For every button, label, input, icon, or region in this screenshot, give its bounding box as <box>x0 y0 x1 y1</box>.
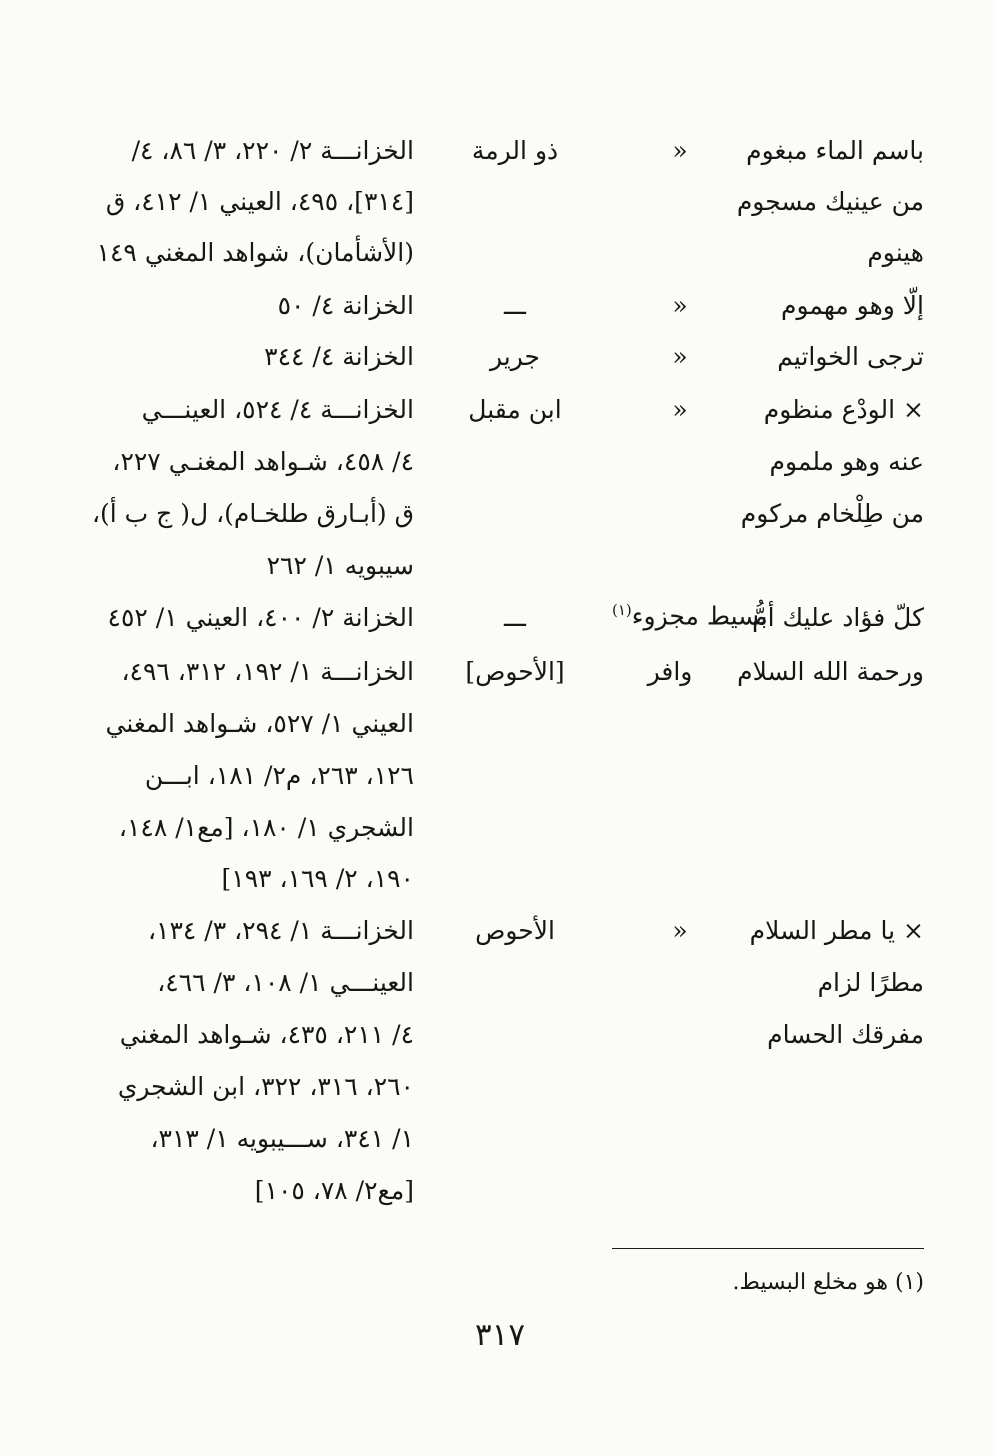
meter-mark: « <box>672 291 688 320</box>
poet-name: الأحوص <box>475 916 555 945</box>
reference-line: الشجري ١/ ١٨٠، [مع١/ ١٤٨، <box>118 813 414 842</box>
reference-line: (الأشأمان)، شواهد المغني ١٤٩ <box>96 238 414 267</box>
verse-line: ورحمة الله السلام <box>737 657 924 686</box>
reference-line: [مع٢/ ٧٨، ١٠٥] <box>254 1176 414 1205</box>
footnote: (١) هو مخلع البسيط. <box>732 1270 924 1295</box>
poet-name: ذو الرمة <box>471 136 559 165</box>
reference-line: [٣١٤]، ٤٩٥، العيني ١/ ٤١٢، ق <box>105 187 414 216</box>
reference-line: الخزانة ٤/ ٣٤٤ <box>264 342 414 371</box>
verse-line: × يا مطر السلام <box>749 916 924 945</box>
meter-text: بسيط مجزوء <box>631 601 768 631</box>
poet-name: [الأحوص] <box>465 657 565 686</box>
verse-line: مفرقك الحسام <box>767 1020 924 1049</box>
reference-line: ٤/ ٢١١، ٤٣٥، شـواهد المغني <box>119 1020 414 1049</box>
reference-line: ١/ ٣٤١، ســـيبويه ١/ ٣١٣، <box>150 1124 414 1153</box>
meter-mark: « <box>672 136 688 165</box>
reference-line: الخزانـــة ١/ ٢٩٤، ٣/ ١٣٤، <box>147 916 414 945</box>
verse-line: عنه وهو ملموم <box>769 447 924 476</box>
reference-line: العينـــي ١/ ١٠٨، ٣/ ٤٦٦، <box>157 968 414 997</box>
verse-line: مطرًا لزام <box>817 968 924 997</box>
verse-line: إلّا وهو مهموم <box>780 291 924 320</box>
poet-name: جرير <box>490 342 540 371</box>
poet-name: ـــ <box>504 603 526 632</box>
reference-line: الخزانـــة ١/ ١٩٢، ٣١٢، ٤٩٦، <box>121 657 414 686</box>
verse-line: من طِلْخام مركوم <box>740 499 924 528</box>
reference-line: ٢٦٠، ٣١٦، ٣٢٢، ابن الشجري <box>117 1072 414 1101</box>
reference-line: الخزانـــة ٤/ ٥٢٤، العينـــي <box>141 395 414 424</box>
reference-line: ٤/ ٤٥٨، شـواهد المغنـي ٢٢٧، <box>112 447 414 476</box>
meter-mark: « <box>672 395 688 424</box>
verse-line: ترجى الخواتيم <box>777 342 924 371</box>
reference-line: الخزانـــة ٢/ ٢٢٠، ٣/ ٨٦، ٤/ <box>131 136 414 165</box>
meter-label: وافر <box>647 657 693 686</box>
meter-mark: « <box>672 342 688 371</box>
reference-line: الخزانة ٤/ ٥٠ <box>277 291 414 320</box>
verse-line: كلّ فؤاد عليك أمُّ <box>752 603 924 632</box>
verse-line: × الودْع منظوم <box>763 395 924 424</box>
reference-line: ١٩٠، ٢/ ١٦٩، ١٩٣] <box>221 864 414 893</box>
verse-line: باسم الماء مبغوم <box>746 136 924 165</box>
footnote-separator <box>612 1248 924 1249</box>
poet-name: ابن مقبل <box>468 395 562 424</box>
poet-name: ـــ <box>504 291 526 320</box>
meter-label <box>612 601 768 631</box>
meter-mark: « <box>672 916 688 945</box>
page-number: ٣١٧ <box>475 1317 525 1353</box>
footnote-marker: (١) <box>612 601 632 619</box>
reference-line: ١٢٦، ٢٦٣، م٢/ ١٨١، ابـــن <box>144 761 414 790</box>
verse-line: من عينيك مسجوم <box>736 187 924 216</box>
reference-line: ق (أبـارق طلخـام)، ل( ج ب أ)، <box>91 499 414 528</box>
verse-line: هينوم <box>867 238 924 267</box>
reference-line: العيني ١/ ٥٢٧، شـواهد المغني <box>105 709 414 738</box>
reference-line: الخزانة ٢/ ٤٠٠، العيني ١/ ٤٥٢ <box>107 603 414 632</box>
reference-line: سيبويه ١/ ٢٦٢ <box>266 551 414 580</box>
